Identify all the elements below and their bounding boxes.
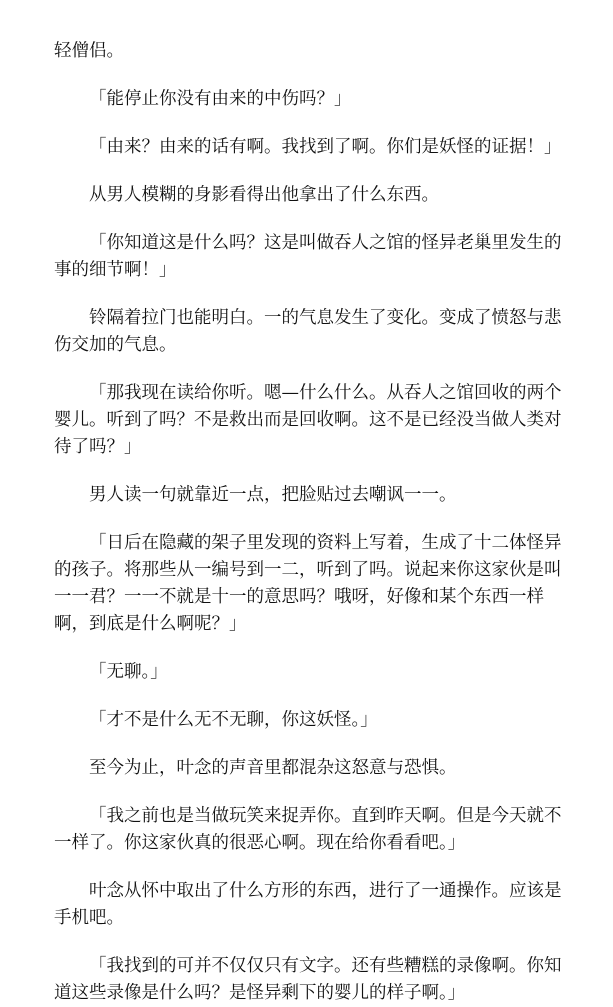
paragraph: 铃隔着拉门也能明白。一的气息发生了变化。变成了愤怒与悲伤交加的气息。: [54, 308, 562, 355]
paragraph: 「那我现在读给你听。嗯—什么什么。从吞人之馆回收的两个婴儿。听到了吗？不是救出而是回收啊。这不是已经没当做人类对待了吗？」: [54, 383, 562, 457]
paragraph: 从男人模糊的身影看得出他拿出了什么东西。: [89, 185, 439, 205]
paragraph: 「你知道这是什么吗？这是叫做吞人之馆的怪异老巢里发生的事的细节啊！」: [54, 233, 562, 280]
paragraph: 叶念从怀中取出了什么方形的东西，进行了一通操作。应该是手机吧。: [54, 881, 562, 928]
paragraph: 「能停止你没有由来的中伤吗？」: [89, 89, 352, 109]
paragraph: 男人读一句就靠近一点，把脸贴过去嘲讽一一。: [89, 485, 457, 505]
paragraph: 「无聊。」: [89, 662, 168, 682]
paragraph: 「我之前也是当做玩笑来捉弄你。直到昨天啊。但是今天就不一样了。你这家伙真的很恶心啊。现在给你看看吧。」: [54, 806, 562, 853]
paragraph: 至今为止，叶念的声音里都混杂这怒意与恐惧。: [89, 758, 457, 778]
paragraph: 「日后在隐藏的架子里发现的资料上写着，生成了十二体怪异的孩子。将那些从一编号到一二，听到了吗。说起来你这家伙是叫一一君？一一不就是十一的意思吗？哦呀，好像和某个东西一样啊，到底是什么啊呢？」: [54, 533, 562, 634]
paragraph: 轻僧侣。: [54, 41, 124, 61]
paragraph: 「才不是什么无不无聊，你这妖怪。」: [89, 710, 378, 730]
paragraph: 「我找到的可并不仅仅只有文字。还有些糟糕的录像啊。你知道这些录像是什么吗？是怪异剩下的婴儿的样子啊。」: [54, 956, 562, 1003]
paragraph: 「由来？由来的话有啊。我找到了啊。你们是妖怪的证据！」: [89, 137, 562, 157]
